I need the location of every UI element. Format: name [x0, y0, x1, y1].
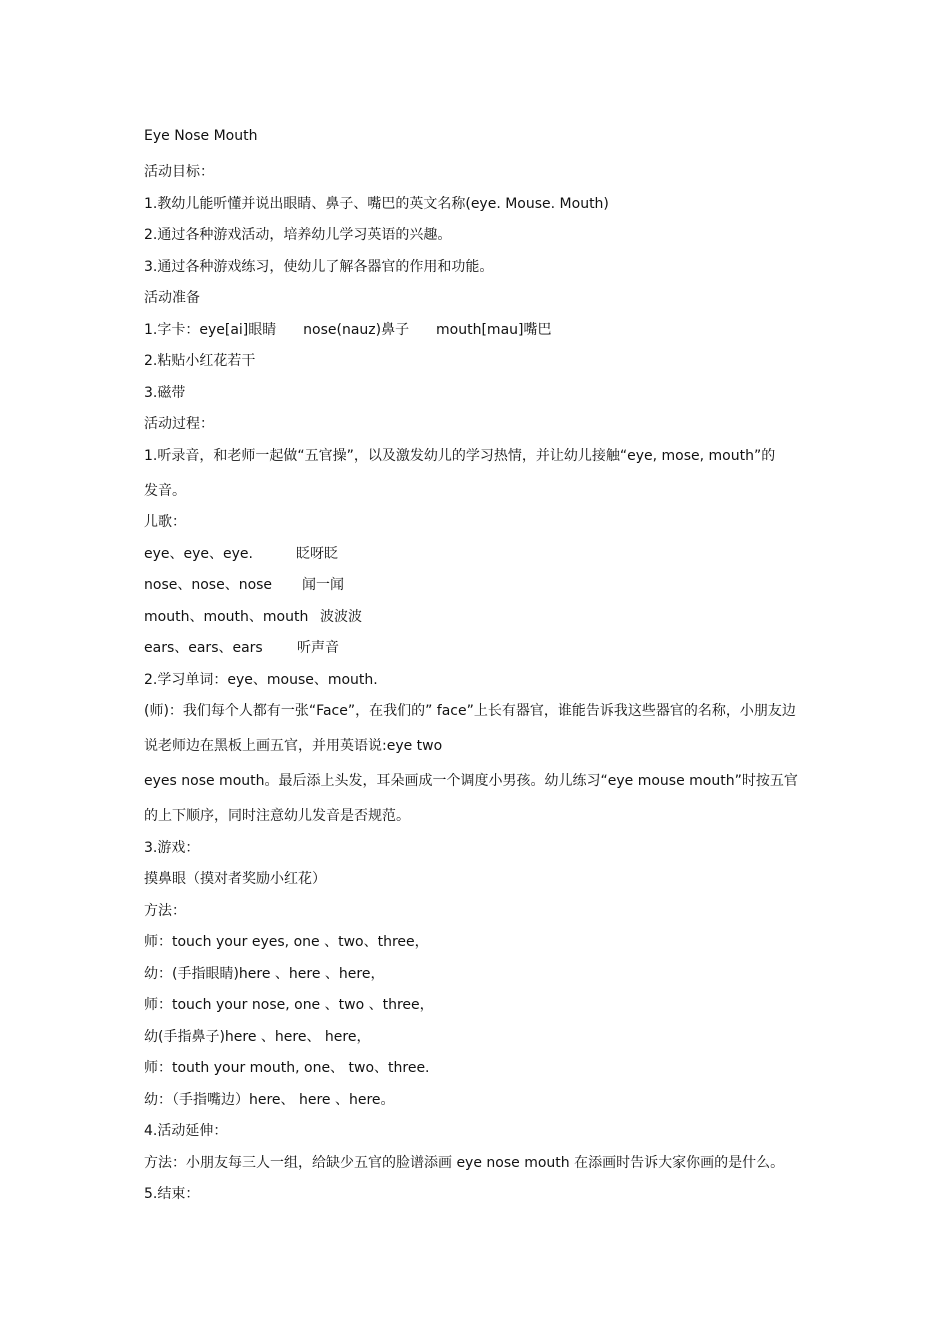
teacher-text: eyes nose mouth。最后添上头发，耳朵画成一个调度小男孩。幼儿练习“eye mouse mouth”时按五官: [144, 773, 798, 789]
rhyme-zh: 眨呀眨: [296, 545, 338, 562]
game-line: 师：touth your mouth, one、 two、three.: [144, 1060, 430, 1076]
goal-item: 2.通过各种游戏活动，培养幼儿学习英语的兴趣。: [144, 227, 452, 243]
rhyme-heading: 儿歌：: [144, 514, 186, 530]
step4-text: 4.活动延伸：: [144, 1123, 228, 1139]
game-line: 师：touch your nose, one 、two 、three，: [144, 997, 434, 1013]
prep-item-cards: [144, 317, 824, 349]
prep-card-eye: 1.字卡：eye[ai]眼睛: [144, 321, 277, 338]
extension-text: 方法：小朋友每三人一组，给缺少五官的脸谱添画 eye nose mouth 在添画时告诉大家你画的是什么。: [144, 1154, 785, 1171]
rhyme-zh: 闻一闻: [302, 577, 344, 593]
goal-item: 3.通过各种游戏练习，使幼儿了解各器官的作用和功能。: [144, 258, 494, 275]
step2-text: 2.学习单词：eye、mouse、mouth.: [144, 671, 378, 688]
prep-heading: 活动准备: [144, 290, 200, 306]
rhyme-line: [144, 541, 824, 573]
document-title: Eye Nose Mouth: [144, 128, 258, 144]
document-body: [144, 123, 824, 1213]
rhyme-en: nose、nose、nose: [144, 577, 273, 593]
rhyme-en: ears、ears、ears: [144, 640, 263, 656]
teacher-text: 说老师边在黑板上画五官，并用英语说:eye two: [144, 738, 443, 754]
step1-text: 1.听录音，和老师一起做“五官操”，以及激发幼儿的学习热情，并让幼儿接触“eye, mose, mouth”的: [144, 447, 776, 464]
rhyme-line: [144, 604, 824, 636]
step5-text: 5.结束：: [144, 1186, 200, 1202]
rhyme-en: mouth、mouth、mouth: [144, 608, 309, 625]
rhyme-line: [144, 572, 824, 604]
teacher-text: (师)：我们每个人都有一张“Face”，在我们的” face”上长有器官，谁能告诉我这些器官的名称，小朋友边: [144, 703, 796, 719]
step3-text: 3.游戏：: [144, 839, 200, 856]
step1-text-cont: 发音。: [144, 482, 186, 499]
rhyme-zh: 听声音: [297, 640, 339, 656]
teacher-text: 的上下顺序，同时注意幼儿发音是否规范。: [144, 808, 410, 824]
game-line: 幼：(手指眼睛)here 、here 、here，: [144, 965, 385, 982]
prep-card-mouth: mouth[mau]嘴巴: [436, 321, 552, 338]
game-line: 幼：（手指嘴边）here、 here 、here。: [144, 1091, 395, 1108]
rhyme-en: eye、eye、eye.: [144, 545, 253, 562]
prep-card-nose: nose(nauz)鼻子: [303, 321, 410, 338]
process-heading: 活动过程：: [144, 416, 214, 432]
goals-heading: 活动目标：: [144, 164, 214, 180]
prep-item: 2.粘贴小红花若干: [144, 353, 256, 369]
goal-item: 1.教幼儿能听懂并说出眼睛、鼻子、嘴巴的英文名称(eye. Mouse. Mouth): [144, 195, 609, 212]
method-heading: 方法：: [144, 902, 186, 919]
game-line: 幼(手指鼻子)here 、here、 here，: [144, 1028, 371, 1045]
prep-item: 3.磁带: [144, 384, 186, 401]
game-name: 摸鼻眼（摸对者奖励小红花）: [144, 871, 326, 887]
rhyme-zh: 波波波: [320, 608, 362, 625]
game-line: 师：touch your eyes, one 、two、three，: [144, 934, 429, 950]
rhyme-line: [144, 635, 824, 667]
